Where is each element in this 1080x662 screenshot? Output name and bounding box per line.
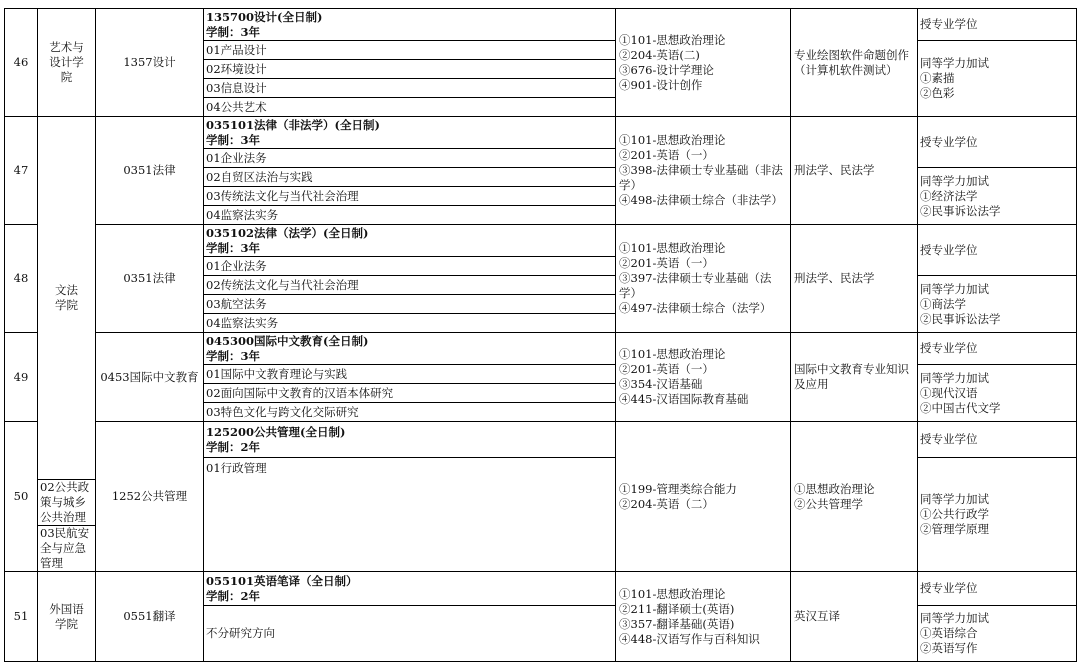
- exam-subjects: [616, 422, 791, 572]
- program-duration: 学制：3年: [206, 24, 261, 39]
- research-direction: 02面向国际中文教育的汉语本体研究: [204, 384, 616, 403]
- table-row: [5, 572, 1077, 606]
- college-name: 外国语 学院: [38, 572, 96, 662]
- research-direction: 01国际中文教育理论与实践: [204, 365, 616, 384]
- program-header: [204, 572, 616, 606]
- extra-test-item: ②民事诉讼法学: [920, 203, 1001, 218]
- exam-subject: ④445-汉语国际教育基础: [619, 392, 749, 406]
- program-header: [204, 117, 616, 149]
- research-direction: 02自贸区法治与实践: [204, 168, 616, 187]
- retest-subject: 刑法学、民法学: [791, 225, 918, 333]
- exam-subject: ①199-管理类综合能力: [619, 481, 737, 496]
- exam-subjects: [616, 572, 791, 662]
- exam-subject: ③354-汉语基础: [619, 377, 703, 391]
- exam-subject: ③397-法律硕士专业基础（法学）: [619, 271, 772, 300]
- extra-test-item: ①英语综合: [920, 626, 978, 640]
- research-direction: 04公共艺术: [204, 98, 616, 117]
- exam-subject: ①101-思想政治理论: [619, 241, 726, 255]
- major-name: 0351法律: [96, 117, 204, 225]
- program-title: 135700设计(全日制): [206, 9, 323, 24]
- program-title: 125200公共管理(全日制): [206, 424, 346, 439]
- program-header: [204, 422, 616, 458]
- exam-subject: ②201-英语（一）: [619, 256, 714, 270]
- exam-subject: ④497-法律硕士综合（法学）: [619, 301, 772, 315]
- degree-type: 授专业学位: [918, 572, 1077, 606]
- exam-subject: ①101-思想政治理论: [619, 32, 726, 47]
- research-direction: 01企业法务: [204, 149, 616, 168]
- research-direction: 03信息设计: [204, 79, 616, 98]
- extra-test-title: 同等学力加试: [920, 173, 989, 188]
- program-duration: 学制：2年: [206, 588, 261, 603]
- major-name: 1357设计: [96, 9, 204, 117]
- extra-test-item: ②管理学原理: [920, 522, 989, 536]
- exam-subject: ①101-思想政治理论: [619, 586, 726, 601]
- program-title: 035102法律（法学）(全日制): [206, 225, 369, 240]
- table-row: [5, 422, 1077, 458]
- row-number: 49: [5, 333, 38, 422]
- program-header: [204, 225, 616, 257]
- extra-test-item: ①经济法学: [920, 188, 978, 203]
- row-number: 51: [5, 572, 38, 662]
- row-number: 48: [5, 225, 38, 333]
- exam-subject: ②211-翻译硕士(英语): [619, 601, 735, 616]
- extra-test-item: ②中国古代文学: [920, 400, 1001, 415]
- retest-subject: 刑法学、民法学: [791, 117, 918, 225]
- research-direction: 04监察法实务: [204, 206, 616, 225]
- major-name: 1252公共管理: [96, 422, 204, 572]
- extra-test-item: ①现代汉语: [920, 385, 978, 400]
- research-direction: 02环境设计: [204, 60, 616, 79]
- exam-subjects: [616, 225, 791, 333]
- program-title: 035101法律（非法学）(全日制): [206, 117, 380, 132]
- exam-subject: ③398-法律硕士专业基础（非法学）: [619, 163, 783, 192]
- exam-subjects: [616, 117, 791, 225]
- extra-test-item: ②色彩: [920, 86, 955, 100]
- row-number: 46: [5, 9, 38, 117]
- program-duration: 学制：2年: [206, 439, 261, 454]
- extra-test-item: ①素描: [920, 71, 955, 85]
- extra-tests: [918, 41, 1077, 117]
- exam-subject: ①101-思想政治理论: [619, 347, 726, 361]
- retest-subject: 专业绘图软件命题创作（计算机软件测试）: [791, 9, 918, 117]
- research-direction: 04监察法实务: [204, 314, 616, 333]
- table-row: [5, 9, 1077, 41]
- retest-subject: 国际中文教育专业知识及应用: [791, 333, 918, 422]
- research-direction: 03传统法文化与当代社会治理: [204, 187, 616, 206]
- program-title: 045300国际中文教育(全日制): [206, 333, 369, 348]
- exam-subject: ④498-法律硕士综合（非法学）: [619, 193, 783, 207]
- major-name: 0351法律: [96, 225, 204, 333]
- exam-subject: ②201-英语（一）: [619, 148, 714, 162]
- extra-test-item: ②英语写作: [920, 641, 978, 655]
- row-number: 47: [5, 117, 38, 225]
- extra-test-title: 同等学力加试: [920, 370, 989, 385]
- extra-tests: [918, 606, 1077, 662]
- admissions-table: [4, 8, 1077, 662]
- degree-type: 授专业学位: [918, 225, 1077, 276]
- research-direction: 02传统法文化与当代社会治理: [204, 276, 616, 295]
- row-number: 50: [5, 422, 38, 572]
- program-title: 055101英语笔译（全日制）: [206, 573, 358, 588]
- degree-type: 授专业学位: [918, 422, 1077, 458]
- degree-type: 授专业学位: [918, 9, 1077, 41]
- extra-test-title: 同等学力加试: [920, 492, 989, 506]
- extra-tests: [918, 276, 1077, 333]
- retest-subject: ①思想政治理论 ②公共管理学: [791, 422, 918, 572]
- program-header: [204, 333, 616, 365]
- extra-test-item: ①公共行政学: [920, 507, 989, 521]
- research-direction: 03民航安全与应急管理: [38, 526, 96, 572]
- exam-subject: ④901-设计创作: [619, 77, 703, 92]
- research-direction: 不分研究方向: [204, 606, 616, 662]
- table-row: [5, 333, 1077, 365]
- program-duration: 学制：3年: [206, 132, 261, 147]
- program-duration: 学制：3年: [206, 348, 261, 363]
- exam-subject: ③357-翻译基础(英语): [619, 616, 735, 631]
- exam-subject: ①101-思想政治理论: [619, 133, 726, 147]
- exam-subjects: [616, 9, 791, 117]
- extra-tests: [918, 168, 1077, 225]
- extra-tests: [918, 365, 1077, 422]
- research-direction: 03航空法务: [204, 295, 616, 314]
- research-direction: 01企业法务: [204, 257, 616, 276]
- major-name: 0453国际中文教育: [96, 333, 204, 422]
- exam-subject: ④448-汉语写作与百科知识: [619, 631, 760, 646]
- college-name: 文法 学院: [38, 117, 96, 480]
- extra-test-item: ①商法学: [920, 296, 966, 311]
- exam-subject: ②204-英语(二): [619, 47, 700, 62]
- research-direction: 02公共政策与城乡公共治理: [38, 480, 96, 526]
- extra-tests: [918, 458, 1077, 572]
- degree-type: 授专业学位: [918, 117, 1077, 168]
- extra-test-title: 同等学力加试: [920, 56, 989, 70]
- extra-test-title: 同等学力加试: [920, 611, 989, 625]
- program-duration: 学制：3年: [206, 240, 261, 255]
- table-row: [5, 117, 1077, 149]
- research-direction: 03特色文化与跨文化交际研究: [204, 403, 616, 422]
- table-row: [5, 225, 1077, 257]
- major-name: 0551翻译: [96, 572, 204, 662]
- research-direction: 01产品设计: [204, 41, 616, 60]
- research-direction: 01行政管理: [204, 458, 616, 480]
- extra-test-item: ②民事诉讼法学: [920, 311, 1001, 326]
- extra-test-title: 同等学力加试: [920, 281, 989, 296]
- program-header: [204, 9, 616, 41]
- exam-subjects: [616, 333, 791, 422]
- retest-subject: 英汉互译: [791, 572, 918, 662]
- exam-subject: ③676-设计学理论: [619, 62, 714, 77]
- college-name: 艺术与 设计学 院: [38, 9, 96, 117]
- degree-type: 授专业学位: [918, 333, 1077, 365]
- exam-subject: ②204-英语（二）: [619, 496, 714, 511]
- exam-subject: ②201-英语（一）: [619, 362, 714, 376]
